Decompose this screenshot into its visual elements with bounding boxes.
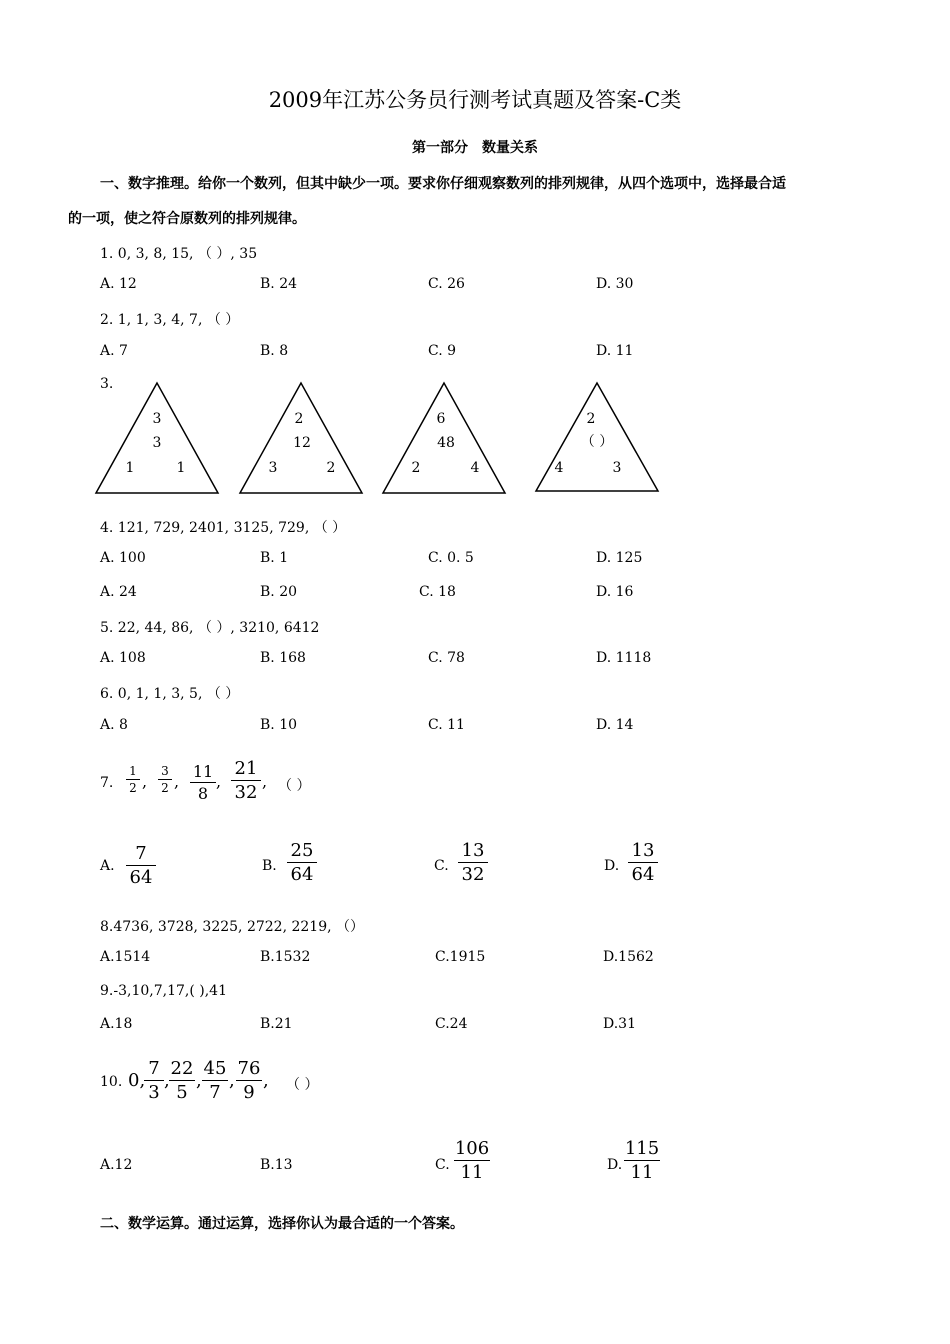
q6-option-b: B. 10 (260, 717, 298, 733)
q7-option-b-numerator: 25 (290, 840, 314, 861)
q3-triangle-3-top: 6 (436, 411, 446, 427)
q10-fraction-3 (202, 1058, 228, 1103)
q1-option-c: C. 26 (428, 276, 465, 292)
q10-separator-4: , (263, 1070, 269, 1091)
q7-option-a-numerator: 7 (135, 843, 147, 864)
q5-option-d: D. 1118 (596, 650, 652, 666)
q3-triangle-1-left: 1 (125, 460, 135, 476)
q1-stem: 1. 0, 3, 8, 15, （ ）, 35 (100, 246, 258, 262)
q7-option-d-fraction (628, 840, 658, 885)
q10-option-b: B.13 (260, 1157, 293, 1173)
q7-fraction-2 (158, 764, 172, 795)
q10-option-c-denominator: 11 (460, 1162, 484, 1183)
q7-option-c-numerator: 13 (461, 840, 485, 861)
q7-fraction-4-numerator: 21 (234, 758, 258, 779)
q7-fraction-3 (190, 762, 216, 803)
q10-option-c-label: C. (435, 1157, 450, 1173)
q7-option-b-denominator: 64 (290, 864, 314, 885)
q10-fraction-3-numerator: 45 (203, 1058, 227, 1079)
q2-option-b: B. 8 (260, 343, 289, 359)
q3-triangles-figure (0, 0, 950, 520)
q3-triangle-3-center: 48 (437, 435, 455, 451)
q5-option-c: C. 78 (428, 650, 465, 666)
q7-separator-1: , (142, 772, 148, 791)
q9-option-c: C.24 (435, 1016, 468, 1032)
q10-fraction-4-denominator: 9 (243, 1082, 255, 1103)
q6-stem: 6. 0, 1, 1, 3, 5, （ ） (100, 686, 240, 702)
q10-separator-1: , (164, 1070, 170, 1091)
q3-triangle-2-top: 2 (294, 411, 304, 427)
q3-triangle-1-right: 1 (176, 460, 186, 476)
q7-option-a-label: A. (100, 858, 115, 874)
q7-blank: （ ） (278, 778, 311, 794)
q5-option-b: B. 168 (260, 650, 306, 666)
q10-option-c-numerator: 106 (454, 1138, 490, 1159)
q6-option-a: A. 8 (100, 717, 128, 733)
q3-triangle-4-top: 2 (586, 411, 596, 427)
q3-triangle-4-right: 3 (612, 460, 622, 476)
q3-triangle-2-left: 3 (268, 460, 278, 476)
q10-option-d-denominator: 11 (630, 1162, 654, 1183)
section1-instruction-line1: 一、数字推理。给你一个数列，但其中缺少一项。要求你仔细观察数列的排列规律，从四个选项中，选择最合适 (100, 176, 786, 192)
q7-fraction-1-denominator: 2 (129, 781, 137, 795)
section1-instruction-line2: 的一项，使之符合原数列的排列规律。 (68, 211, 306, 227)
q10-label: 10. (100, 1074, 123, 1090)
q7-fraction-1-numerator: 1 (129, 764, 137, 778)
q4-option-d: D. 125 (596, 550, 643, 566)
q3-triangle-3-right: 4 (470, 460, 480, 476)
q7-option-b-fraction (287, 840, 317, 885)
q7-option-a-fraction (126, 843, 156, 888)
q10-fraction-1 (144, 1058, 164, 1103)
q5-option-a: A. 108 (100, 650, 146, 666)
q7-option-a-denominator: 64 (129, 867, 153, 888)
q3-option-a: A. 24 (100, 584, 137, 600)
q6-option-d: D. 14 (596, 717, 634, 733)
section2-instruction: 二、数学运算。通过运算，选择你认为最合适的一个答案。 (100, 1216, 464, 1232)
q10-blank: （ ） (286, 1077, 319, 1093)
q9-option-b: B.21 (260, 1016, 293, 1032)
q1-option-a: A. 12 (100, 276, 137, 292)
q7-separator-2: , (174, 772, 180, 791)
q10-fraction-1-numerator: 7 (148, 1058, 160, 1079)
q1-option-b: B. 24 (260, 276, 298, 292)
q10-fraction-4-numerator: 76 (237, 1058, 261, 1079)
q10-option-c-fraction (454, 1138, 490, 1183)
q7-fraction-2-numerator: 3 (161, 764, 169, 778)
q7-option-c-label: C. (434, 858, 449, 874)
part1-heading: 第一部分 数量关系 (412, 140, 538, 156)
q3-triangle-2-center: 12 (293, 435, 311, 451)
q3-option-b: B. 20 (260, 584, 298, 600)
q7-fraction-4 (231, 758, 261, 803)
q2-option-a: A. 7 (100, 343, 128, 359)
q3-triangle-4-left: 4 (554, 460, 564, 476)
q7-label: 7. (100, 775, 114, 791)
q10-fraction-2-numerator: 22 (170, 1058, 194, 1079)
q4-option-b: B. 1 (260, 550, 289, 566)
q10-fraction-1-denominator: 3 (148, 1082, 160, 1103)
q3-triangle-1-top: 3 (152, 411, 162, 427)
q5-stem: 5. 22, 44, 86, （ ）, 3210, 6412 (100, 620, 320, 636)
q9-option-d: D.31 (603, 1016, 636, 1032)
q4-option-a: A. 100 (100, 550, 146, 566)
q3-label: 3. (100, 376, 114, 392)
q7-option-c-denominator: 32 (461, 864, 485, 885)
q9-option-a: A.18 (100, 1016, 133, 1032)
q6-option-c: C. 11 (428, 717, 465, 733)
q3-triangle-1-center: 3 (152, 435, 162, 451)
q10-fraction-2-denominator: 5 (176, 1082, 188, 1103)
q7-fraction-2-denominator: 2 (161, 781, 169, 795)
q7-option-c-fraction (458, 840, 488, 885)
q10-option-d-fraction (624, 1138, 660, 1183)
q7-separator-3: , (216, 772, 222, 791)
q3-triangle-3-left: 2 (411, 460, 421, 476)
q3-option-c: C. 18 (419, 584, 456, 600)
q8-option-c: C.1915 (435, 949, 486, 965)
q10-fraction-2 (169, 1058, 195, 1103)
q3-triangle-4-center: （ ） (580, 434, 614, 450)
q10-separator-3: , (229, 1070, 235, 1091)
q10-option-d-numerator: 115 (624, 1138, 660, 1159)
q7-fraction-4-denominator: 32 (234, 782, 258, 803)
q2-stem: 2. 1, 1, 3, 4, 7, （ ） (100, 312, 240, 328)
q7-fraction-1 (126, 764, 140, 795)
q7-separator-4: , (262, 772, 268, 791)
q1-option-d: D. 30 (596, 276, 634, 292)
q7-option-d-label: D. (604, 858, 620, 874)
q3-option-d: D. 16 (596, 584, 634, 600)
q8-option-a: A.1514 (100, 949, 151, 965)
q8-option-d: D.1562 (603, 949, 654, 965)
q7-option-d-numerator: 13 (631, 840, 655, 861)
q2-option-d: D. 11 (596, 343, 634, 359)
q7-option-b-label: B. (262, 858, 277, 874)
q4-option-c: C. 0. 5 (428, 550, 474, 566)
q10-option-a: A.12 (100, 1157, 133, 1173)
q8-option-b: B.1532 (260, 949, 311, 965)
q10-fraction-4 (236, 1058, 262, 1103)
q4-stem: 4. 121, 729, 2401, 3125, 729, （ ） (100, 520, 347, 536)
q8-stem: 8.4736, 3728, 3225, 2722, 2219, （） (100, 919, 365, 935)
q3-triangle-2-right: 2 (326, 460, 336, 476)
q10-fraction-3-denominator: 7 (209, 1082, 221, 1103)
q7-fraction-3-numerator: 11 (192, 762, 214, 781)
q10-option-d-label: D. (607, 1157, 623, 1173)
q2-option-c: C. 9 (428, 343, 457, 359)
document-title: 2009年江苏公务员行测考试真题及答案-C类 (268, 88, 682, 112)
q9-stem: 9.-3,10,7,17,( ),41 (100, 983, 227, 999)
q10-zero: 0, (128, 1070, 146, 1091)
q7-option-d-denominator: 64 (631, 864, 655, 885)
q7-fraction-3-denominator: 8 (197, 784, 209, 803)
q10-separator-2: , (196, 1070, 202, 1091)
